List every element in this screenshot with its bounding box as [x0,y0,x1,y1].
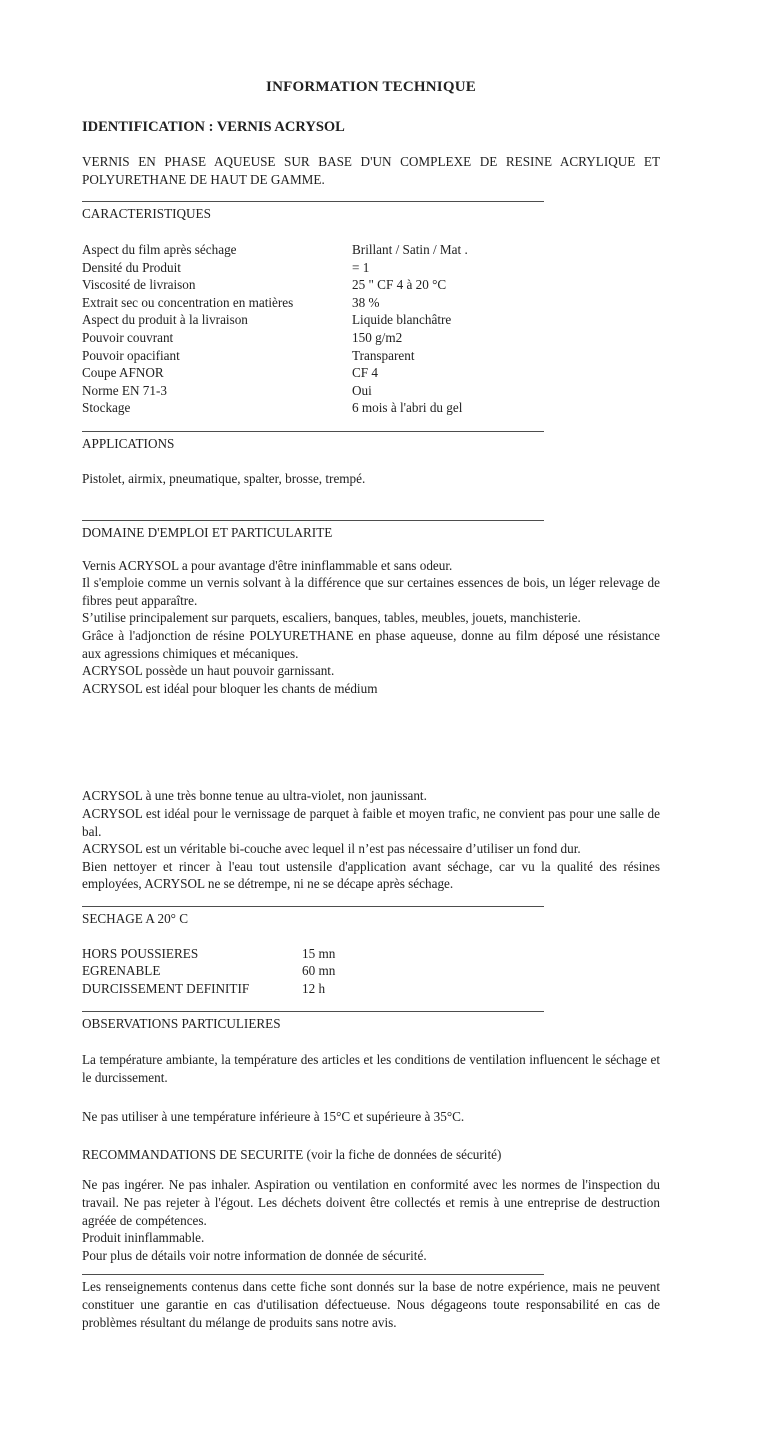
paragraph: Ne pas ingérer. Ne pas inhaler. Aspiration ou ventilation en conformité avec les normes de l'inspection du travail. Ne pas rejeter à l'égout. Les déchets doivent être collectés et remis à une entreprise de destruction agréée de compétences. [82,1177,660,1228]
intro-paragraph: VERNIS EN PHASE AQUEUSE SUR BASE D'UN COMPLEXE DE RESINE ACRYLIQUE ET POLYURETHANE DE HAUT DE GAMME. [82,154,660,187]
characteristic-label: Coupe AFNOR [82,365,164,381]
drying-times-table [82,945,660,998]
observations-paragraph-1: La température ambiante, la température des articles et les conditions de ventilation influencent le séchage et le durcissement. [82,1051,660,1085]
characteristics-table [82,241,660,417]
domaine-paragraph-block-1 [82,557,660,698]
section-separator [82,1011,544,1012]
paragraph: ACRYSOL est idéal pour le vernissage de parquet à faible et moyen trafic, ne convient pas pour une salle de bal. [82,806,660,839]
characteristic-value: 38 % [352,294,380,310]
section-separator [82,520,544,521]
paragraph: Il s'emploie comme un vernis solvant à la différence que sur certaines essences de bois, un léger relevage de fibres peut apparaître. [82,575,660,608]
paragraph: Bien nettoyer et rincer à l'eau tout ustensile d'application avant séchage, car vu la qualité des résines employées, ACRYSOL ne se détrempe, ni ne se décape après séchage. [82,858,660,892]
characteristic-row [82,276,660,294]
characteristic-row [82,259,660,277]
paragraph: Pour plus de détails voir notre information de donnée de sécurité. [82,1247,427,1263]
characteristic-value: Brillant / Satin / Mat . [352,241,468,257]
characteristic-row [82,294,660,312]
paragraph: ACRYSOL possède un haut pouvoir garnissant. [82,663,335,679]
section-heading-sechage: SECHAGE A 20° C [82,911,189,926]
applications-text: Pistolet, airmix, pneumatique, spalter, brosse, trempé. [82,470,366,486]
characteristic-value: 150 g/m2 [352,329,403,345]
characteristic-row [82,364,660,382]
security-paragraph-block [82,1176,660,1264]
characteristic-row [82,311,660,329]
paragraph: Grâce à l'adjonction de résine POLYURETHANE en phase aqueuse, donne au film déposé une résistance aux agressions chimiques et mécaniques. [82,628,660,661]
section-separator [82,201,544,202]
drying-time-value: 15 mn [302,945,336,961]
characteristic-label: Aspect du produit à la livraison [82,312,248,328]
characteristic-value: Transparent [352,347,415,363]
drying-time-row [82,980,660,998]
drying-time-value: 60 mn [302,963,336,979]
page-title: INFORMATION TECHNIQUE [266,79,476,95]
drying-stage-label: EGRENABLE [82,963,161,979]
characteristic-label: Aspect du film après séchage [82,241,237,257]
domaine-paragraph-block-2 [82,787,660,893]
characteristic-value: Liquide blanchâtre [352,312,452,328]
paragraph: S’utilise principalement sur parquets, escaliers, banques, tables, meubles, jouets, manchisterie. [82,610,581,626]
section-heading-applications: APPLICATIONS [82,435,175,451]
paragraph: ACRYSOL est idéal pour bloquer les chants de médium [82,680,378,696]
characteristic-label: Densité du Produit [82,259,181,275]
characteristic-value: CF 4 [352,365,379,381]
characteristic-row [82,382,660,400]
characteristic-label: Viscosité de livraison [82,277,196,293]
characteristic-value: = 1 [352,259,370,275]
characteristic-row [82,347,660,365]
section-separator [82,431,544,432]
disclaimer-paragraph: Les renseignements contenus dans cette fiche sont donnés sur la base de notre expérience, mais ne peuvent constituer une garantie en cas d'utilisation défectueuse. Nous dégageons toute responsabilité en cas de problèmes résultant du mélange de produits sans notre avis. [82,1279,660,1330]
paragraph: Produit ininflammable. [82,1230,205,1246]
recommandations-line: RECOMMANDATIONS DE SECURITE (voir la fiche de données de sécurité) [82,1146,502,1162]
characteristic-value: Oui [352,382,372,398]
section-heading-observations: OBSERVATIONS PARTICULIERES [82,1016,281,1032]
drying-time-row [82,945,660,963]
characteristic-value: 6 mois à l'abri du gel [352,400,463,416]
drying-time-row [82,962,660,980]
characteristic-row [82,241,660,259]
section-separator [82,1274,544,1275]
characteristic-label: Extrait sec ou concentration en matières [82,294,294,310]
characteristic-label: Stockage [82,400,131,416]
section-separator [82,906,544,907]
section-heading-domaine: DOMAINE D'EMPLOI ET PARTICULARITE [82,525,333,541]
identification-heading: IDENTIFICATION : VERNIS ACRYSOL [82,118,345,135]
characteristic-row [82,329,660,347]
drying-stage-label: DURCISSEMENT DEFINITIF [82,980,250,996]
paragraph: ACRYSOL est un véritable bi-couche avec lequel il n’est pas nécessaire d’utiliser un fond dur. [82,841,581,857]
drying-stage-label: HORS POUSSIERES [82,945,199,961]
observations-paragraph-2: Ne pas utiliser à une température inférieure à 15°C et supérieure à 35°C. [82,1109,465,1125]
characteristic-value: 25 " CF 4 à 20 °C [352,277,447,293]
section-heading-caracteristiques: CARACTERISTIQUES [82,206,211,222]
characteristic-row [82,399,660,417]
paragraph: Vernis ACRYSOL a pour avantage d'être ininflammable et sans odeur. [82,557,453,573]
characteristic-label: Norme EN 71-3 [82,382,167,398]
characteristic-label: Pouvoir couvrant [82,329,174,345]
paragraph: ACRYSOL à une très bonne tenue au ultra-violet, non jaunissant. [82,788,427,804]
characteristic-label: Pouvoir opacifiant [82,347,180,363]
drying-time-value: 12 h [302,980,326,996]
